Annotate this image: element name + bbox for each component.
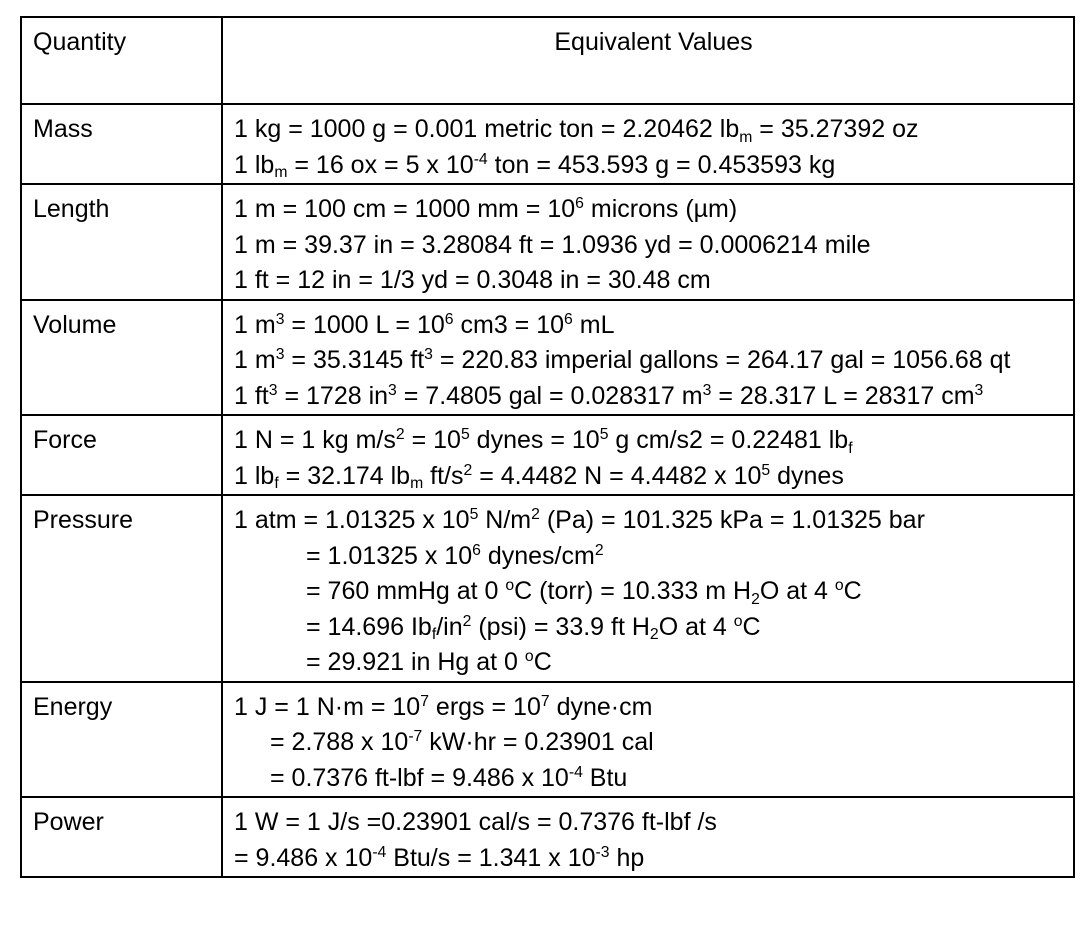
value-line: = 1.01325 x $10^6$ dynes/$cm^2$ [306,541,604,570]
subscript: m [410,475,424,493]
superscript: 2 [462,612,472,630]
quantity-cell: Power [21,797,222,877]
quantity-cell: Length [21,184,222,300]
superscript: -7 [408,728,423,746]
quantity-cell: Energy [21,682,222,798]
value-line: 1 m = 39.37 in = 3.28084 ft = 1.0936 yd = 0.0006214 mile [234,230,871,259]
superscript: 2 [395,426,405,444]
subscript: 2 [649,626,659,644]
superscript: 3 [275,346,285,364]
value-line: = 29.921 in Hg at 0 $^o$C [306,648,552,676]
equivalent-values-cell [222,184,1074,300]
value-line: = 760 mmHg at 0 $^o$C (torr) = 10.333 m $H_2O$ at 4 $^o$C [306,577,862,608]
value-line: = 0.7376 ft-lbf = 9.486 x $10^{-4}$ Btu [270,763,628,792]
superscript: 6 [575,195,584,213]
superscript: -4 [372,843,387,861]
value-line: 1 J = 1 $N\cdot m = 10^7$ ergs = $10^7$ dyne·cm [234,692,653,721]
value-line: = 9.486 x $10^{-4}$ Btu/s = 1.341 x $10^{-3}$ hp [234,843,645,872]
superscript: 5 [761,461,771,479]
equivalent-values-cell [222,495,1074,682]
superscript: o [524,648,534,666]
header-row [21,17,1074,104]
table-row [21,184,1074,300]
superscript: 6 [444,310,454,328]
value-line: 1 ft = 12 in = 1/3 yd = 0.3048 in = 30.48 cm [234,266,711,294]
subscript: f [274,475,279,493]
subscript: 2 [751,590,760,608]
table-row [21,495,1074,682]
superscript: o [834,577,844,595]
value-line: 1 $m^3 = 1000$ $L = 10^6$ $cm3 = 10^6$ mL [234,310,615,339]
superscript: 7 [540,692,550,710]
table-row [21,682,1074,798]
quantity-cell: Mass [21,104,222,184]
equivalent-values-cell [222,104,1074,184]
value-line: 1 N = 1 kg $m/s^2 = 10^5$ dynes = $10^5$ g cm/s2 = 0.22481 $lb_f$ [234,426,853,457]
equivalent-values-cell [222,415,1074,495]
equivalent-values-column-header: Equivalent Values [222,17,1074,104]
superscript: 3 [702,381,712,399]
equivalent-values-cell [222,682,1074,798]
value-line: = 14.696 $Ib_f/in^2$ (psi) = 33.9 ft $H_2O$ at 4 $^o$C [306,612,761,644]
table-body [21,17,1074,877]
subscript: m [274,164,288,182]
table-row [21,300,1074,416]
superscript: 5 [460,426,470,444]
superscript: -3 [595,843,610,861]
superscript: o [505,577,515,595]
value-line: 1 $m^3 = 35.3145$ $ft^3 = 220.83$ imperial gallons = 264.17 gal = 1056.68 qt [234,346,1011,374]
superscript: 3 [974,381,984,399]
value-line: 1 W = 1 J/s =0.23901 cal/s = 0.7376 ft-lbf /s [234,808,717,836]
equivalent-values-cell [222,797,1074,877]
superscript: -4 [473,150,488,168]
superscript: 5 [599,426,609,444]
quantity-column-header: Quantity [21,17,222,104]
quantity-cell: Volume [21,300,222,416]
superscript: 2 [463,461,473,479]
superscript: 2 [594,541,604,559]
superscript: 6 [564,310,573,328]
equivalent-values-cell [222,300,1074,416]
value-line: 1 atm = 1.01325 x $10^5$ $N/m^2$ (Pa) = 101.325 kPa = 1.01325 bar [234,506,925,534]
superscript: o [733,612,743,630]
quantity-cell: Pressure [21,495,222,682]
superscript: 3 [388,381,397,399]
value-line: 1 $ft^3 = 1728$ $in^3 = 7.4805$ gal = 0.028317 $m^3 = 28.317$ L = 28317 $cm^3$ [234,381,984,410]
table-row [21,104,1074,184]
superscript: 7 [420,692,429,710]
superscript: 3 [275,310,285,328]
superscript: 2 [531,506,540,524]
value-line: 1 $lb_f = 32.174$ $lb_m$ $ft/s^2 = 4.4482$ N = 4.4482 x $10^5$ dynes [234,461,844,493]
subscript: m [739,128,753,146]
value-line: 1 kg = 1000 g = 0.001 metric ton = 2.20462 $lb_m = 35.27392$ oz [234,115,919,146]
subscript: f [848,439,853,457]
value-line: = 2.788 x $10^{-7}$ kW·hr = 0.23901 cal [270,728,654,756]
quantity-cell: Force [21,415,222,495]
superscript: 5 [469,506,479,524]
table-row [21,415,1074,495]
value-line: 1 $lb_m = 16$ ox = 5 x $10^{-4}$ ton = 453.593 g = 0.453593 kg [234,150,836,182]
superscript: 6 [472,541,481,559]
superscript: 3 [424,346,433,364]
superscript: -4 [568,763,583,781]
value-line: 1 m = 100 cm = 1000 mm = $10^6$ microns (µm) [234,195,738,223]
table-row [21,797,1074,877]
subscript: f [431,626,437,644]
superscript: 3 [268,381,278,399]
unit-conversion-table [20,16,1075,878]
